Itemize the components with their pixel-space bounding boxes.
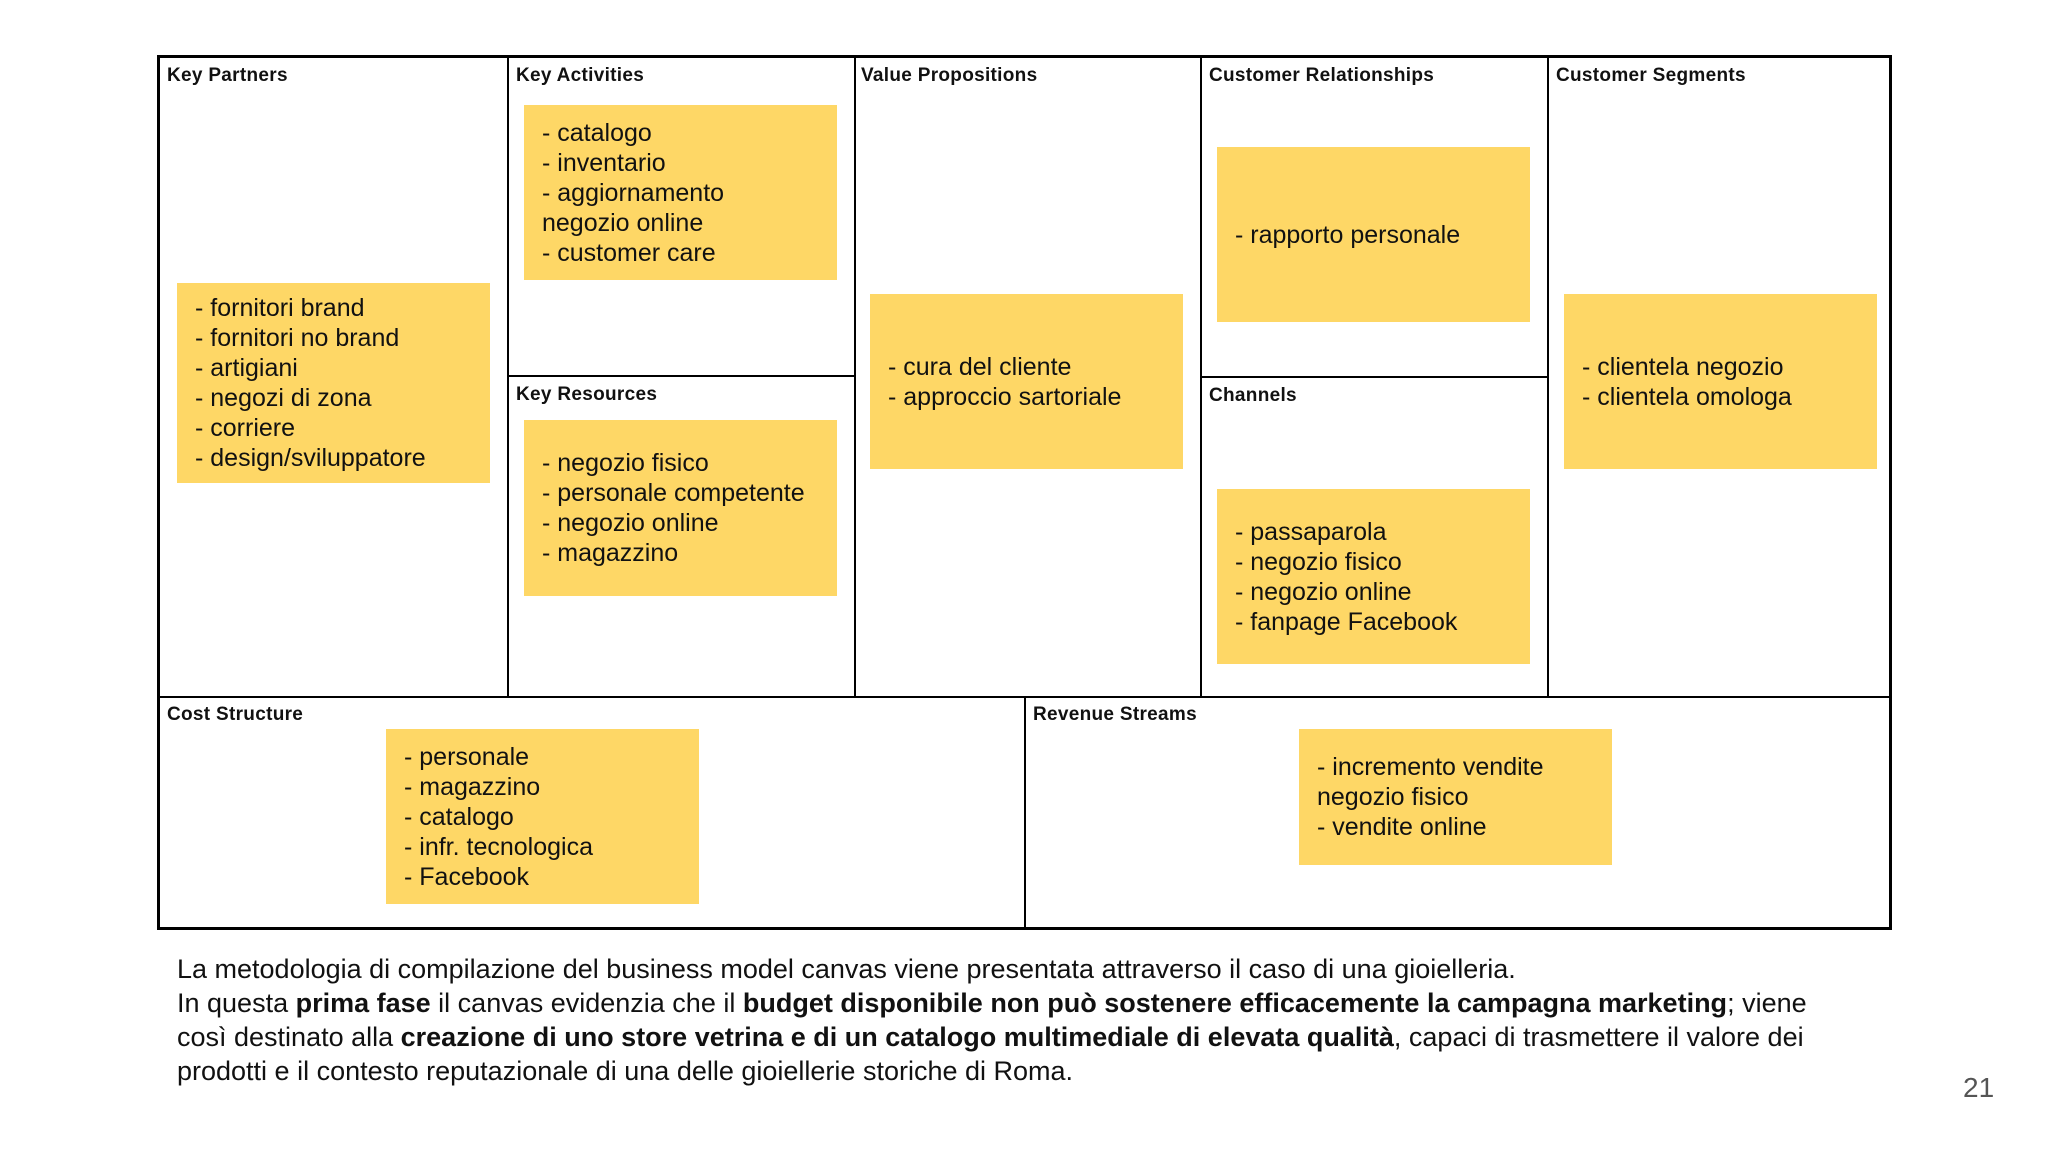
note-line: negozio fisico xyxy=(1317,783,1469,811)
divider xyxy=(1200,376,1549,378)
note-line: - aggiornamento xyxy=(542,178,725,207)
note-line: - artigiani xyxy=(195,354,298,382)
divider xyxy=(507,375,856,377)
customer-segments-title: Customer Segments xyxy=(1556,65,1746,86)
revenue-streams-title: Revenue Streams xyxy=(1033,704,1197,725)
note-line: - design/sviluppatore xyxy=(195,444,426,472)
key-partners-title: Key Partners xyxy=(167,65,288,86)
cost-structure-title: Cost Structure xyxy=(167,704,304,725)
caption-text: il canvas evidenzia che il xyxy=(430,988,743,1018)
key-activities-title: Key Activities xyxy=(516,65,645,86)
note-line: - personale competente xyxy=(542,479,805,507)
sticky-note-value-propositions xyxy=(870,294,1183,469)
note-line: - negozio fisico xyxy=(1235,547,1402,576)
note-line: - negozio fisico xyxy=(542,449,709,477)
sticky-note-customer-relationships xyxy=(1217,147,1530,322)
note-line: - personale xyxy=(404,742,530,771)
note-line: - fanpage Facebook xyxy=(1235,607,1458,636)
note-line: - catalogo xyxy=(542,118,652,147)
note-line: - passaparola xyxy=(1235,517,1387,546)
note-line: - customer care xyxy=(542,238,716,267)
caption-line xyxy=(177,952,1897,986)
caption-emphasis: prima fase xyxy=(295,988,431,1018)
caption-line xyxy=(177,1020,1897,1054)
note-line: - rapporto personale xyxy=(1235,220,1461,249)
note-line: - clientela omologa xyxy=(1582,382,1792,411)
note-line: - corriere xyxy=(195,414,296,442)
page-number: 21 xyxy=(1963,1072,1995,1103)
caption-text: prodotti e il contesto reputazionale di una delle gioiellerie storiche di Roma. xyxy=(177,1056,1074,1086)
caption-text: , capaci di trasmettere il valore dei xyxy=(1393,1022,1804,1052)
sticky-note-key-partners xyxy=(177,283,490,483)
note-line: - magazzino xyxy=(404,772,541,801)
channels-title: Channels xyxy=(1209,385,1297,406)
note-line: - vendite online xyxy=(1317,813,1487,841)
note-line: - inventario xyxy=(542,148,666,177)
sticky-note-key-resources xyxy=(524,420,837,596)
sticky-note-key-activities xyxy=(524,105,837,280)
note-line: - infr. tecnologica xyxy=(404,832,593,861)
note-line: - magazzino xyxy=(542,539,679,567)
note-line: - fornitori no brand xyxy=(195,324,400,352)
key-resources-title: Key Resources xyxy=(516,384,658,405)
caption-text: così destinato alla xyxy=(177,1022,401,1052)
note-line: - catalogo xyxy=(404,802,514,831)
caption-text: In questa xyxy=(177,988,296,1018)
note-line: negozio online xyxy=(542,208,704,237)
caption-paragraph xyxy=(177,952,1897,1088)
caption-line xyxy=(177,1054,1897,1088)
note-line: - cura del cliente xyxy=(888,352,1072,381)
sticky-note-cost-structure xyxy=(386,729,699,904)
note-line: - clientela negozio xyxy=(1582,352,1784,381)
sticky-note-channels xyxy=(1217,489,1530,664)
note-line: - fornitori brand xyxy=(195,294,365,322)
note-line: - approccio sartoriale xyxy=(888,382,1122,411)
caption-emphasis: budget disponibile non può sostenere efficacemente la campagna marketing xyxy=(742,988,1728,1018)
note-line: - incremento vendite xyxy=(1317,753,1544,781)
sticky-note-customer-segments xyxy=(1564,294,1877,469)
customer-relationships-title: Customer Relationships xyxy=(1209,65,1435,86)
divider xyxy=(1024,696,1026,930)
note-line: - negozio online xyxy=(542,509,719,537)
note-line: - Facebook xyxy=(404,862,530,891)
caption-line xyxy=(177,986,1897,1020)
business-model-canvas xyxy=(157,55,1892,930)
divider xyxy=(507,58,509,696)
caption-emphasis: creazione di uno store vetrina e di un catalogo multimediale di elevata qualità xyxy=(400,1022,1394,1052)
note-line: - negozi di zona xyxy=(195,384,372,412)
caption-text: ; viene xyxy=(1727,988,1807,1018)
divider xyxy=(854,58,856,696)
note-line: - negozio online xyxy=(1235,577,1412,606)
sticky-note-revenue-streams xyxy=(1299,729,1612,865)
value-propositions-title: Value Propositions xyxy=(861,65,1038,86)
caption-text: La metodologia di compilazione del business model canvas viene presentata attraverso il caso di una gioielleria. xyxy=(177,954,1516,984)
